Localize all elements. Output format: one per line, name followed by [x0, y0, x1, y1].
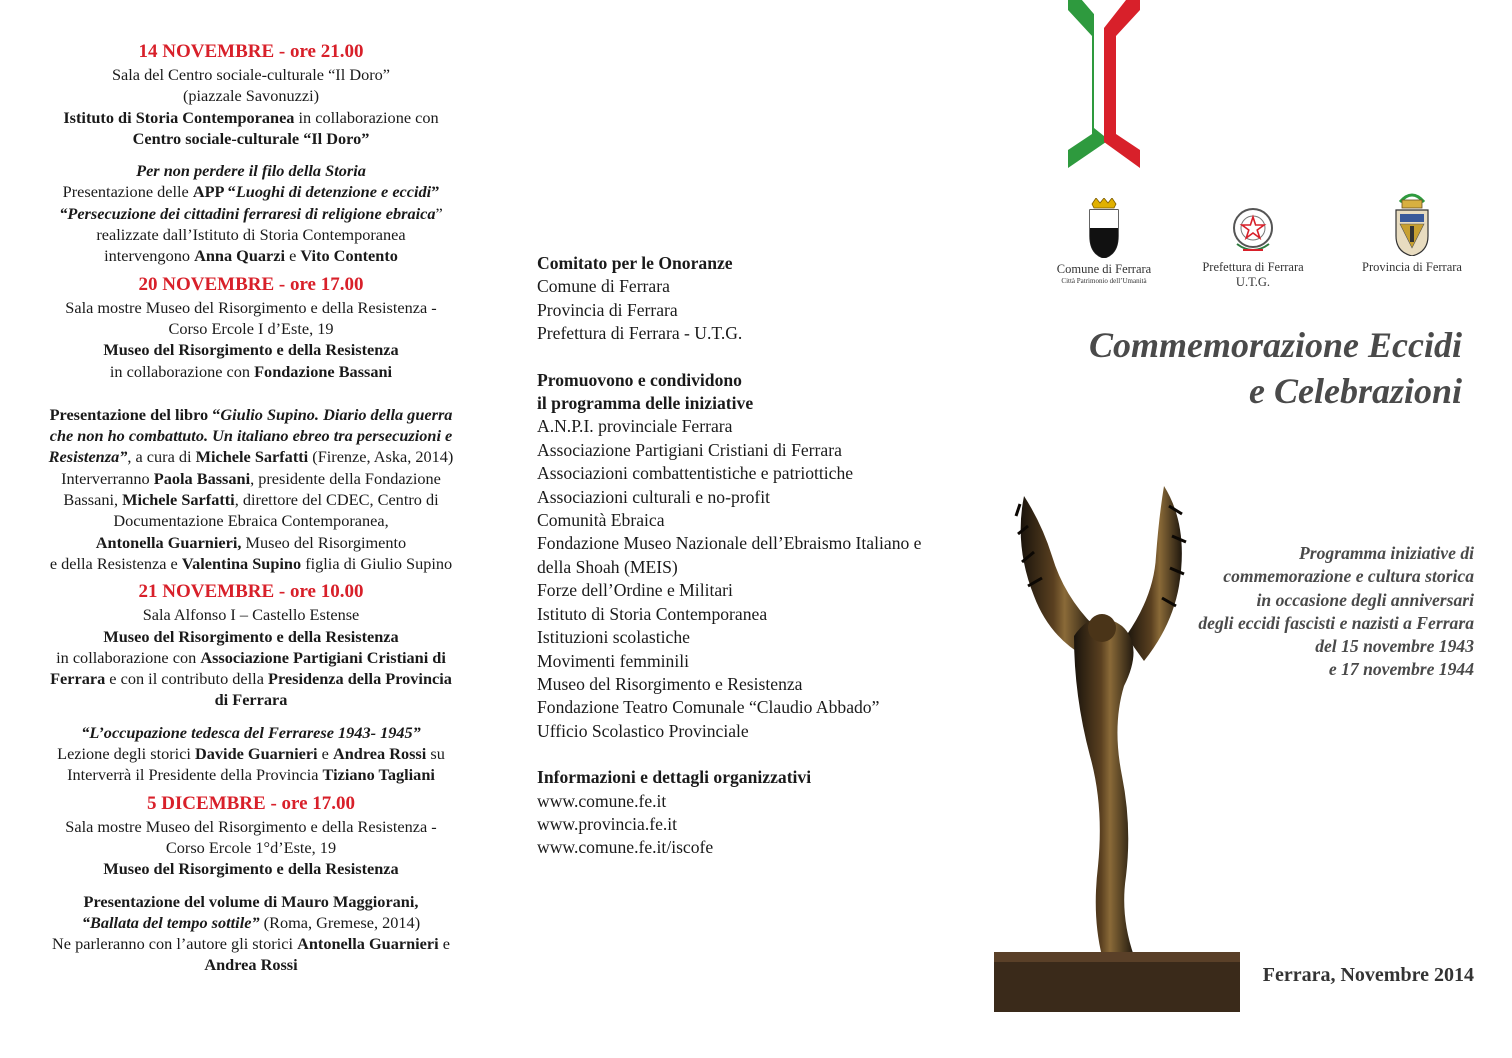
- event-speakers: e della Resistenza e Valentina Supino figlia di Giulio Supino: [49, 553, 453, 573]
- program-description: Programma iniziative di commemorazione e cultura storica in occasione degli anniversari degli eccidi fascisti e nazisti a Ferrara del 15 novembre 1943 e 17 novembre 1944: [1198, 543, 1474, 680]
- event-venue-location: (piazzale Savonuzzi): [182, 86, 320, 106]
- event-14-novembre: [20, 40, 482, 267]
- promoter-item: Istituzioni scolastiche: [537, 627, 690, 648]
- promoter-item: Associazione Partigiani Cristiani di Ferrara: [537, 439, 842, 460]
- italian-flag-ribbon-icon: [1068, 0, 1140, 168]
- event-speakers: Bassani, Michele Sarfatti, direttore del CDEC, Centro di: [63, 490, 439, 510]
- event-description: Resistenza”, a cura di Michele Sarfatti (Firenze, Aska, 2014): [48, 447, 454, 467]
- promoter-item: Fondazione Teatro Comunale “Claudio Abbado”: [537, 697, 880, 718]
- emblem-of-italy-icon: [1229, 204, 1277, 256]
- event-organizer: Museo del Risorgimento e della Resistenza: [103, 626, 399, 646]
- event-description: Presentazione del volume di Mauro Maggiorani,: [83, 891, 419, 911]
- comune-shield-icon: [1086, 198, 1122, 258]
- organizers-column: [537, 252, 977, 860]
- event-organizer-partner: Ferrara e con il contributo della Presidenza della Provincia: [50, 669, 452, 689]
- event-speakers: Interverranno Paola Bassani, presidente della Fondazione: [61, 468, 441, 488]
- promoter-item: Ufficio Scolastico Provinciale: [537, 720, 749, 741]
- event-20-novembre: [20, 273, 482, 575]
- event-21-novembre: [20, 580, 482, 785]
- event-speakers: Documentazione Ebraica Contemporanea,: [113, 511, 389, 531]
- event-organizer-partner: Centro sociale-culturale “Il Doro”: [132, 128, 370, 148]
- event-date: 14 NOVEMBRE - ore 21.00: [138, 41, 364, 62]
- event-speakers: Interverrà il Presidente della Provincia Tiziano Tagliani: [67, 765, 435, 785]
- promoter-item: della Shoah (MEIS): [537, 556, 678, 577]
- promoter-item: Associazioni combattentistiche e patriottiche: [537, 463, 854, 484]
- promoter-item: A.N.P.I. provinciale Ferrara: [537, 416, 733, 437]
- event-venue: Sala mostre Museo del Risorgimento e della Resistenza -: [65, 297, 437, 317]
- event-5-dicembre: [20, 792, 482, 976]
- event-speakers: Andrea Rossi: [204, 955, 298, 975]
- committee-member: Prefettura di Ferrara - U.T.G.: [537, 323, 743, 344]
- event-description: Presentazione del libro “Giulio Supino. Diario della guerra: [49, 404, 453, 424]
- event-venue-address: Corso Ercole I d’Este, 19: [168, 318, 334, 338]
- event-organizer-partner: in collaborazione con Associazione Partigiani Cristiani di: [56, 647, 446, 667]
- event-venue-address: Corso Ercole 1°d’Este, 19: [165, 837, 337, 857]
- event-subtitle: Per non perdere il filo della Storia: [136, 161, 366, 181]
- event-speakers: Lezione degli storici Davide Guarnieri e Andrea Rossi su: [57, 744, 445, 764]
- website-link[interactable]: www.comune.fe.it: [537, 790, 667, 811]
- promoter-item: Fondazione Museo Nazionale dell’Ebraismo Italiano e: [537, 533, 922, 554]
- event-description: realizzate dall’Istituto di Storia Contemporanea: [96, 225, 406, 245]
- promoters-heading: il programma delle iniziative: [537, 393, 754, 414]
- event-date: 5 DICEMBRE - ore 17.00: [146, 792, 356, 814]
- events-column: [20, 40, 482, 976]
- winged-statue-image: [994, 486, 1244, 1012]
- promoter-item: Movimenti femminili: [537, 650, 689, 671]
- promoter-item: Forze dell’Ordine e Militari: [537, 580, 733, 601]
- website-link[interactable]: www.provincia.fe.it: [537, 813, 678, 834]
- event-organizer-partner: in collaborazione con Fondazione Bassani: [109, 361, 393, 381]
- committee-member: Provincia di Ferrara: [537, 299, 678, 320]
- institution-logos: [1040, 190, 1480, 300]
- promoters-heading: Promuovono e condividono: [537, 369, 742, 390]
- provincia-logo: Provincia di Ferrara: [1346, 190, 1478, 275]
- event-venue: Sala Alfonso I – Castello Estense: [142, 605, 360, 625]
- place-and-date: Ferrara, Novembre 2014: [1262, 964, 1474, 986]
- promoter-item: Associazioni culturali e no-profit: [537, 486, 771, 507]
- event-organizer-partner: di Ferrara: [214, 690, 288, 710]
- prefettura-logo: Prefettura di Ferrara U.T.G.: [1188, 204, 1318, 290]
- page-title: Commemorazione Eccidi e Celebrazioni: [1089, 325, 1462, 411]
- promoter-item: Comunità Ebraica: [537, 510, 665, 531]
- promoter-item: Istituto di Storia Contemporanea: [537, 603, 768, 624]
- event-organizer: Museo del Risorgimento e della Resistenza: [103, 340, 399, 360]
- event-date: 20 NOVEMBRE - ore 17.00: [138, 273, 364, 295]
- provincia-shield-icon: [1390, 190, 1434, 256]
- event-date: 21 NOVEMBRE - ore 10.00: [138, 581, 364, 603]
- event-organizer: Museo del Risorgimento e della Resistenza: [103, 859, 399, 879]
- event-description: che non ho combattuto. Un italiano ebreo tra persecuzioni e: [49, 426, 453, 446]
- promoter-item: Museo del Risorgimento e Resistenza: [537, 673, 803, 694]
- event-speakers: Antonella Guarnieri, Museo del Risorgimento: [95, 532, 407, 552]
- event-speakers: Ne parleranno con l’autore gli storici Antonella Guarnieri e: [52, 934, 450, 954]
- event-venue: Sala mostre Museo del Risorgimento e della Resistenza -: [65, 816, 437, 836]
- event-subtitle: “L’occupazione tedesca del Ferrarese 1943- 1945”: [81, 722, 421, 742]
- event-organizer: Istituto di Storia Contemporanea in collaborazione con: [63, 107, 439, 127]
- website-link[interactable]: www.comune.fe.it/iscofe: [537, 837, 714, 858]
- event-description: “Persecuzione dei cittadini ferraresi di religione ebraica”: [59, 203, 443, 223]
- event-venue: Sala del Centro sociale-culturale “Il Doro”: [111, 65, 391, 84]
- committee-member: Comune di Ferrara: [537, 276, 670, 297]
- event-description: Presentazione delle APP “Luoghi di detenzione e eccidi”: [62, 182, 440, 202]
- event-description: “Ballata del tempo sottile” (Roma, Gremese, 2014): [81, 912, 421, 932]
- info-heading: Informazioni e dettagli organizzativi: [537, 767, 812, 788]
- event-speakers: intervengono Anna Quarzi e Vito Contento: [104, 246, 398, 266]
- committee-heading: Comitato per le Onoranze: [537, 253, 733, 273]
- comune-logo: Comune di Ferrara Città Patrimonio dell’Umanità: [1040, 198, 1168, 286]
